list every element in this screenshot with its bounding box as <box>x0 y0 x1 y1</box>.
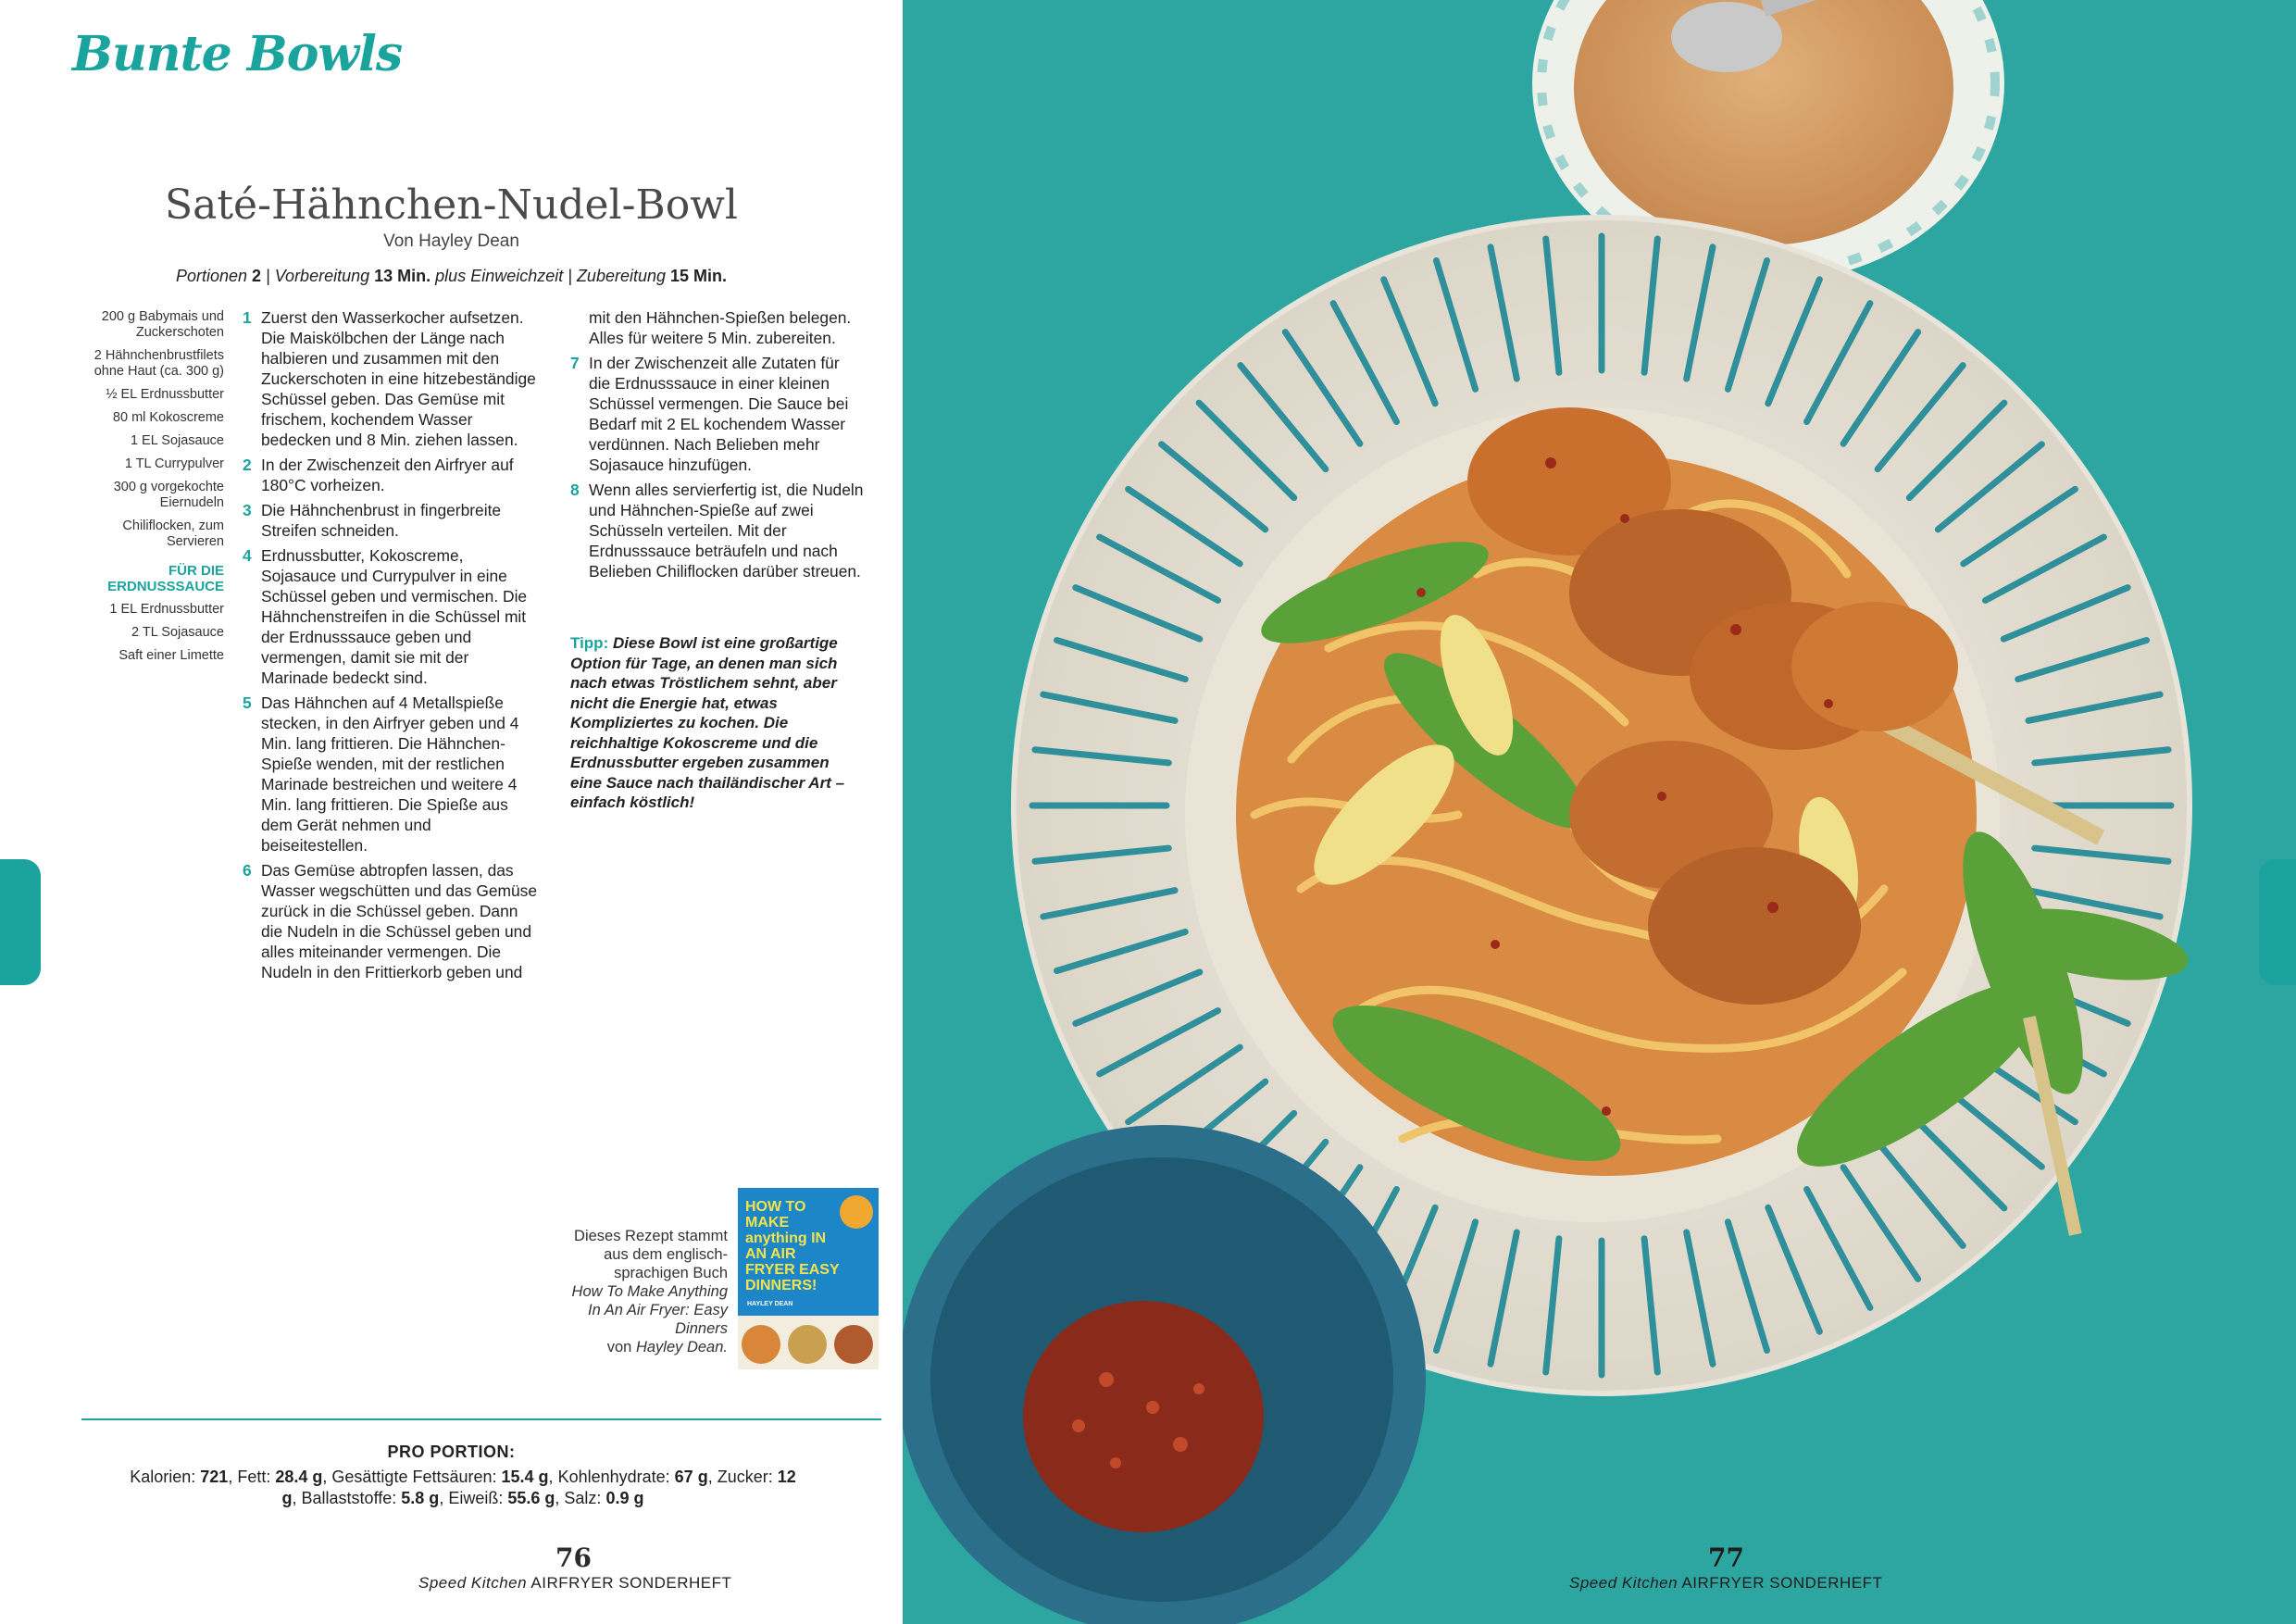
step <box>243 307 539 450</box>
chili-bowl <box>903 1125 1426 1624</box>
step-continuation: mit den Hähnchen-Spießen belegen. Alles für weitere 5 Min. zubereiten. <box>589 308 852 347</box>
book-cover-author: HAYLEY DEAN <box>747 1301 793 1307</box>
food-dish <box>788 1325 827 1364</box>
book-cover-badge <box>840 1195 873 1229</box>
nutrition-heading: PRO PORTION: <box>387 1443 516 1461</box>
book-author: Hayley Dean. <box>635 1339 728 1355</box>
ingredient: 200 g Babymais und Zuckerschoten <box>101 309 224 340</box>
sauce-ingredient: 1 EL Erdnussbutter <box>109 602 224 617</box>
step <box>243 860 539 982</box>
step-number: 7 <box>570 354 580 372</box>
step-text: In der Zwischenzeit alle Zutaten für die Erdnusssauce in einer kleinen Schüssel vermengen. Die Sauce bei Bedarf mit 2 EL kochendem Wasser verdünnen. Nach Belieben mehr Sojasauce hinzufügen. <box>589 354 849 474</box>
step-number: 6 <box>243 861 252 880</box>
divider <box>81 1418 881 1420</box>
ingredient: 1 EL Sojasauce <box>130 433 224 448</box>
step-text: Erdnussbutter, Kokoscreme, Sojasauce und Currypulver in eine Schüssel geben und vermischen. Die Hähnchenstreifen in die Schüssel mit der Erdnusssauce geben und vermengen, damit sie mit der Marinade bedeckt sind. <box>261 546 528 687</box>
recipe-author: Von Hayley Dean <box>383 231 519 251</box>
step <box>570 480 865 581</box>
book-credit <box>555 1227 728 1356</box>
step-number: 1 <box>243 308 252 327</box>
recipe-meta: Portionen 2 | Vorbereitung 13 Min. plus Einweichzeit | Zubereitung 15 Min. <box>175 267 728 285</box>
side-tab <box>0 859 41 985</box>
tip-text: Diese Bowl ist eine großartige Option für Tage, an denen man sich nach etwas Tröstlichem sehnt, aber nicht die Energie hat, etwas Kompliziertes zu kochen. Die reichhaltige Kokoscreme und die Erdnussbutter ergeben zusammen eine Sauce nach thailändischer Art – einfach köstlich! <box>570 634 845 811</box>
step-text: Die Hähnchenbrust in fingerbreite Streifen schneiden. <box>261 501 502 540</box>
ingredient: 300 g vorgekochte Eiernudeln <box>113 480 224 510</box>
ingredient: 2 Hähnchenbrustfilets ohne Haut (ca. 300 g) <box>94 348 224 379</box>
step-number: 8 <box>570 481 580 499</box>
food-photo <box>903 0 2296 1624</box>
step-text: In der Zwischenzeit den Airfryer auf 180°C vorheizen. <box>261 456 514 494</box>
tip <box>570 633 865 813</box>
step <box>243 455 539 495</box>
section-title: Bunte Bowls <box>72 26 403 82</box>
book-title: How To Make Anything In An Air Fryer: Easy Dinners <box>571 1283 728 1337</box>
tip-label: Tipp: <box>570 634 609 652</box>
step-number: 3 <box>243 501 252 519</box>
step-number: 5 <box>243 693 252 712</box>
sauce-heading: FÜR DIE ERDNUSSSAUCE <box>107 563 224 594</box>
steps-column-2 <box>570 307 865 586</box>
step <box>570 353 865 475</box>
ingredient: 80 ml Kokoscreme <box>112 410 224 425</box>
footer-right: Speed Kitchen AIRFRYER SONDERHEFT <box>1569 1574 1883 1592</box>
book-cover-food-photo <box>738 1316 879 1369</box>
sauce-ingredient: 2 TL Sojasauce <box>131 625 224 640</box>
ingredient: 1 TL Currypulver <box>124 456 224 471</box>
step <box>243 500 539 541</box>
page-number-right: 77 <box>1708 1543 1744 1573</box>
book-cover <box>738 1188 879 1369</box>
left-page <box>0 0 903 1624</box>
page-number-left: 76 <box>555 1543 592 1573</box>
recipe-title: Saté-Hähnchen-Nudel-Bowl <box>164 181 738 229</box>
steps-column-1 <box>243 307 539 987</box>
ingredient: ½ EL Erdnussbutter <box>106 387 224 402</box>
footer-left: Speed Kitchen AIRFRYER SONDERHEFT <box>418 1574 732 1592</box>
step <box>243 693 539 856</box>
food-dish <box>834 1325 873 1364</box>
step <box>243 545 539 688</box>
sauce-ingredient: Saft einer Limette <box>119 648 224 663</box>
food-dish <box>742 1325 780 1364</box>
food-photo-illustration <box>903 0 2296 1624</box>
ingredient-list <box>85 309 224 671</box>
step-text: Das Gemüse abtropfen lassen, das Wasser wegschütten und das Gemüse zurück in die Schüssel geben. Dann die Nudeln in die Schüssel geben und alles miteinander vermengen. Die Nudeln in den Frittierkorb geben und <box>261 861 538 981</box>
book-cover-title: HOW TO MAKE anything IN AN AIR FRYER EASY DINNERS! <box>745 1199 840 1293</box>
step-text: Wenn alles servierfertig ist, die Nudeln und Hähnchen-Spieße auf zwei Schüsseln verteilen. Mit der Erdnusssauce beträufeln und nach Belieben Chiliflocken darüber streuen. <box>589 481 864 581</box>
step-text: Zuerst den Wasserkocher aufsetzen. Die Maiskölbchen der Länge nach halbieren und zusammen mit den Zuckerschoten in eine hitzebeständige Schüssel geben. Das Gemüse mit frischem, kochendem Wasser bedecken und 8 Min. ziehen lassen. <box>261 308 536 449</box>
nutrition-facts: Kalorien: 721, Fett: 28.4 g, Gesättigte Fettsäuren: 15.4 g, Kohlenhydrate: 67 g, Zucker: 12 g, Ballaststoffe: 5.8 g, Eiweiß: 55.6 g, Salz: 0.9 g <box>130 1468 796 1507</box>
step-number: 4 <box>243 546 252 565</box>
step-text: Das Hähnchen auf 4 Metallspieße stecken, in den Airfryer geben und 4 Min. lang frittieren. Die Hähnchen-Spieße wenden, mit der restlichen Marinade bestreichen und weitere 4 Min. lang frittieren. Die Spieße aus dem Gerät nehmen und beiseitestellen. <box>261 693 519 855</box>
ingredient: Chiliflocken, zum Servieren <box>122 518 224 549</box>
step-number: 2 <box>243 456 252 474</box>
side-tab-right <box>2259 859 2296 985</box>
book-by: von <box>606 1339 632 1355</box>
book-intro: Dieses Rezept stammt aus dem englisch-sprachigen Buch <box>574 1228 728 1281</box>
